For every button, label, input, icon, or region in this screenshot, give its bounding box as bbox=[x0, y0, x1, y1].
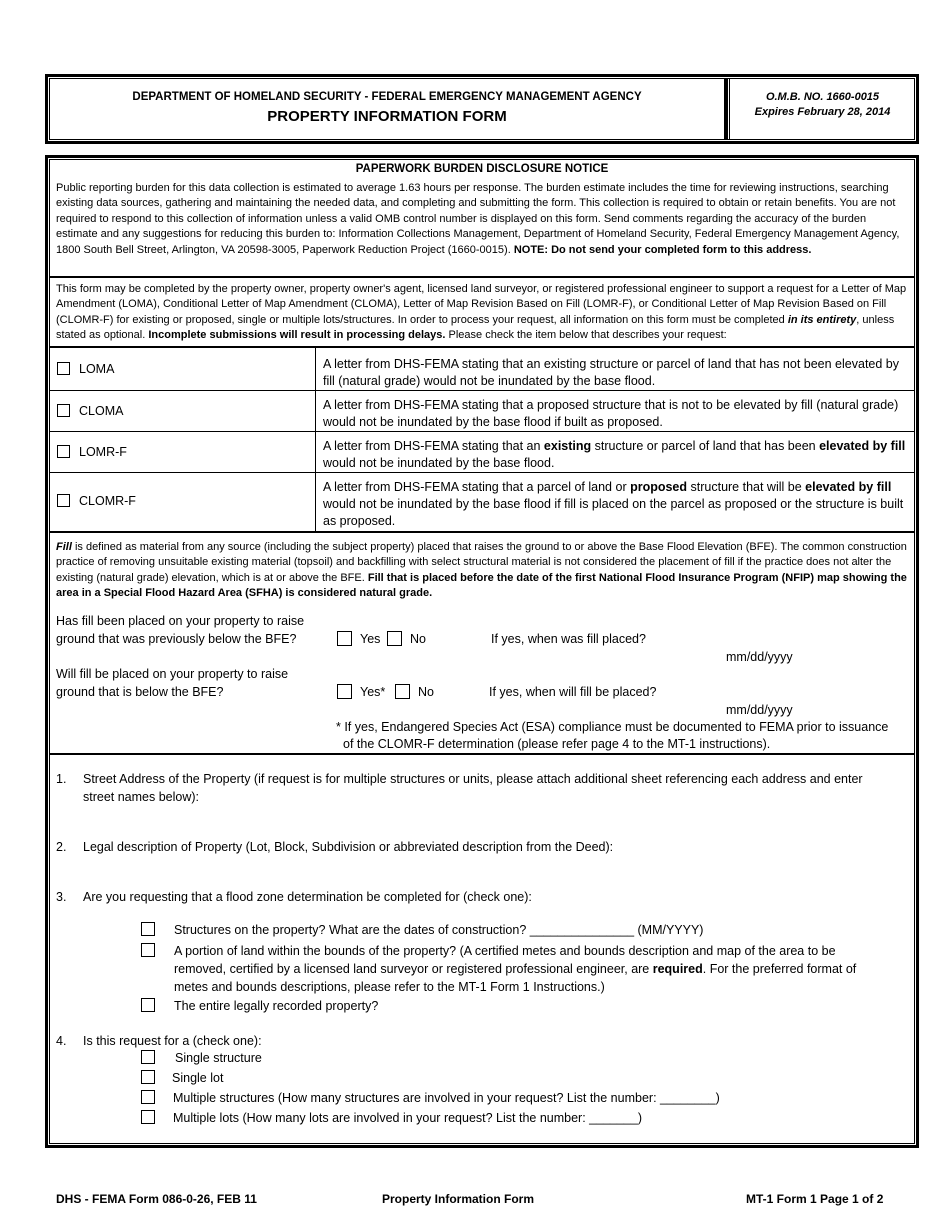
q4-multiple-structures-label: Multiple structures (How many structures are involved in your request? List the number: ________) bbox=[173, 1091, 720, 1105]
q1-text bbox=[83, 770, 913, 806]
cloma-checkbox[interactable] bbox=[57, 404, 70, 417]
lomr-f-checkbox[interactable] bbox=[57, 445, 70, 458]
clomr-f-text-a: A letter from DHS-FEMA stating that a parcel of land or bbox=[323, 480, 631, 494]
q3-portion-land-line-2a: removed, certified by a licensed land surveyor or registered professional engineer, are bbox=[174, 962, 653, 976]
lomr-f-text-c: structure or parcel of land that has been bbox=[591, 439, 820, 453]
intro-warning: Incomplete submissions will result in processing delays. bbox=[148, 329, 446, 342]
esa-note-line-1: * If yes, Endangered Species Act (ESA) compliance must be documented to FEMA prior to issuance bbox=[336, 720, 889, 734]
loma-description: A letter from DHS-FEMA stating that an existing structure or parcel of land that has not been elevated by fill (natural grade) would not be inundated by the base flood. bbox=[323, 357, 899, 388]
q3-number: 3. bbox=[56, 890, 67, 904]
omb-number: O.M.B. NO. 1660-0015 bbox=[765, 91, 880, 103]
clomr-f-text-b: proposed bbox=[630, 480, 688, 494]
q3-structures-label: Structures on the property? What are the dates of construction? _______________ (MM/YYYY) bbox=[174, 923, 704, 937]
lomr-f-text-a: A letter from DHS-FEMA stating that an bbox=[323, 439, 544, 453]
fill-placed-yes-checkbox[interactable] bbox=[337, 631, 352, 646]
q1-line-2: street names below): bbox=[83, 790, 200, 804]
q3-required-text: required bbox=[652, 962, 703, 976]
loma-label: LOMA bbox=[79, 362, 115, 376]
omb-expires: Expires February 28, 2014 bbox=[754, 106, 891, 118]
intro-text-1: This form may be completed by the property owner, property owner's agent, licensed land surveyor, or registered professional engineer to support a request for a Letter of Map Amendment (LOMA), Conditional Letter of Map Amendment (CLOMA), Letter of Map Revision Based on Fill (LOMR-F), or Conditional Letter of Map Revision Based on Fill (CLOMR-F) for existing or proposed, single or multiple lots/structures. In order to process your request, all information on this form must be completed bbox=[56, 283, 907, 326]
fill-placed-yes-label: Yes bbox=[360, 632, 381, 646]
fill-definition-text: is defined as material from any source (including the subject property) placed that raises the ground to or above the Base Flood Elevation (BFE). The common construction practice of removing unsuitable existing material (topsoil) and backfilling with select structural material is not considered the placement of fill if the practice does not alter the existing (natural grade) elevation, which is at or above the BFE. bbox=[56, 541, 907, 584]
agency-name: DEPARTMENT OF HOMELAND SECURITY - FEDERAL EMERGENCY MANAGEMENT AGENCY bbox=[132, 91, 642, 103]
fill-placed-no-checkbox[interactable] bbox=[387, 631, 402, 646]
fill-will-no-label: No bbox=[418, 685, 434, 699]
request-row-divider-1 bbox=[49, 390, 915, 391]
q4-number: 4. bbox=[56, 1034, 67, 1048]
fill-will-yes-label: Yes* bbox=[360, 685, 386, 699]
q1-number: 1. bbox=[56, 772, 67, 786]
request-row-divider-3 bbox=[49, 472, 915, 473]
q2-text: Legal description of Property (Lot, Block, Subdivision or abbreviated description from the Deed): bbox=[83, 840, 614, 854]
lomr-f-text-d: elevated by fill bbox=[819, 439, 906, 453]
q4-single-lot-label: Single lot bbox=[172, 1071, 224, 1085]
q4-text: Is this request for a (check one): bbox=[83, 1034, 262, 1048]
header-divider bbox=[724, 78, 728, 140]
q4-multiple-lots-label: Multiple lots (How many lots are involved in your request? List the number: _______) bbox=[173, 1111, 642, 1125]
lomr-f-text-b: existing bbox=[543, 439, 592, 453]
q3-entire-property-checkbox[interactable] bbox=[141, 998, 155, 1012]
fill-placed-no-label: No bbox=[410, 632, 426, 646]
cloma-description: A letter from DHS-FEMA stating that a proposed structure that is not to be elevated by fill (natural grade) would not be inundated by the base flood if built as proposed. bbox=[323, 398, 899, 429]
q3-portion-land-label bbox=[174, 942, 909, 996]
intro-text-2: , unless stated as optional. bbox=[56, 313, 895, 342]
q4-single-structure-checkbox[interactable] bbox=[141, 1050, 155, 1064]
clomr-f-checkbox[interactable] bbox=[57, 494, 70, 507]
footer-form-name: Property Information Form bbox=[382, 1192, 535, 1206]
footer-page-number: MT-1 Form 1 Page 1 of 2 bbox=[746, 1192, 884, 1206]
fill-term: Fill bbox=[56, 541, 72, 553]
q3-portion-land-line-2c: . For the preferred format of bbox=[702, 962, 857, 976]
notice-note: NOTE: Do not send your completed form to this address. bbox=[513, 243, 812, 256]
omb-info bbox=[730, 90, 915, 120]
loma-checkbox[interactable] bbox=[57, 362, 70, 375]
notice-title: PAPERWORK BURDEN DISCLOSURE NOTICE bbox=[355, 163, 609, 175]
fill-definition-bold: Fill that is placed before the date of the first National Flood Insurance Program (NFIP) map showing the area in a Special Flood Hazard Area (SFHA) is considered natural grade. bbox=[56, 571, 907, 600]
q4-multiple-lots-checkbox[interactable] bbox=[141, 1110, 155, 1124]
divider-intro bbox=[49, 346, 915, 348]
clomr-f-description bbox=[323, 479, 911, 530]
clomr-f-text-e: would not be inundated by the base flood if fill is placed on the parcel as proposed or the structure is built as proposed. bbox=[323, 497, 904, 528]
fill-definition bbox=[56, 540, 908, 602]
lomr-f-text-e: would not be inundated by the base flood. bbox=[323, 456, 555, 470]
q2-number: 2. bbox=[56, 840, 67, 854]
q3-entire-property-label: The entire legally recorded property? bbox=[174, 999, 379, 1013]
divider-requests bbox=[49, 531, 915, 533]
fill-question-2-line-1: Will fill be placed on your property to raise bbox=[56, 667, 289, 681]
divider-notice bbox=[49, 276, 915, 278]
clomr-f-text-c: structure that will be bbox=[687, 480, 806, 494]
fill-question-2-line-2: ground that is below the BFE? bbox=[56, 685, 224, 699]
intro-emphasis: in its entirety bbox=[787, 313, 857, 326]
notice-body bbox=[56, 181, 908, 258]
fill-question-1 bbox=[56, 612, 304, 648]
fill-will-when-label: If yes, when will fill be placed? bbox=[489, 685, 657, 699]
footer-form-id: DHS - FEMA Form 086-0-26, FEB 11 bbox=[56, 1192, 257, 1206]
fill-question-1-line-2: ground that was previously below the BFE? bbox=[56, 632, 297, 646]
fill-question-2 bbox=[56, 665, 288, 701]
fill-question-1-line-1: Has fill been placed on your property to raise bbox=[56, 614, 305, 628]
request-table-column-divider bbox=[315, 348, 316, 532]
q3-portion-land-line-2 bbox=[174, 960, 909, 978]
fill-placed-date-hint: mm/dd/yyyy bbox=[726, 650, 793, 664]
fill-will-yes-checkbox[interactable] bbox=[337, 684, 352, 699]
clomr-f-text-d: elevated by fill bbox=[805, 480, 892, 494]
q3-portion-land-checkbox[interactable] bbox=[141, 943, 155, 957]
intro-text-3: Please check the item below that describes your request: bbox=[448, 329, 727, 342]
form-title: PROPERTY INFORMATION FORM bbox=[267, 108, 507, 125]
request-row-divider-2 bbox=[49, 431, 915, 432]
lomr-f-description bbox=[323, 438, 911, 472]
lomr-f-label: LOMR-F bbox=[79, 445, 127, 459]
fill-placed-when-label: If yes, when was fill placed? bbox=[491, 632, 646, 646]
q4-single-structure-label: Single structure bbox=[175, 1051, 262, 1065]
clomr-f-label: CLOMR-F bbox=[79, 494, 136, 508]
q3-structures-checkbox[interactable] bbox=[141, 922, 155, 936]
fill-will-no-checkbox[interactable] bbox=[395, 684, 410, 699]
intro-paragraph bbox=[56, 282, 908, 344]
cloma-label: CLOMA bbox=[79, 404, 124, 418]
divider-fill bbox=[49, 753, 915, 755]
q1-line-1: Street Address of the Property (if request is for multiple structures or units, please attach additional sheet referencing each address and enter bbox=[83, 772, 863, 786]
q3-portion-land-line-1: A portion of land within the bounds of the property? (A certified metes and bounds description and map of the area to be bbox=[174, 944, 836, 958]
q3-portion-land-line-3: metes and bounds descriptions, please refer to the MT-1 Form 1 Instructions.) bbox=[174, 980, 605, 994]
q3-text: Are you requesting that a flood zone determination be completed for (check one): bbox=[83, 890, 532, 904]
q4-multiple-structures-checkbox[interactable] bbox=[141, 1090, 155, 1104]
esa-note-line-2: of the CLOMR-F determination (please refer page 4 to the MT-1 instructions). bbox=[343, 737, 771, 751]
fill-will-date-hint: mm/dd/yyyy bbox=[726, 703, 793, 717]
notice-text: Public reporting burden for this data collection is estimated to average 1.63 hours per response. The burden estimate includes the time for reviewing instructions, searching existing data sources, gathering and maintaining the needed data, and completing and submitting the form. This collection is required to obtain or retain benefits. You are not required to respond to this collection of information unless a valid OMB control number is displayed on this form. Send comments regarding the accuracy of the burden estimate and any suggestions for reducing this burden to: Information Collections Management, Department of Homeland Security, Federal Emergency Management Agency, 1800 South Bell Street, Arlington, VA 20598-3005, Paperwork Reduction Project (1660-0015). bbox=[56, 182, 900, 256]
q4-single-lot-checkbox[interactable] bbox=[141, 1070, 155, 1084]
